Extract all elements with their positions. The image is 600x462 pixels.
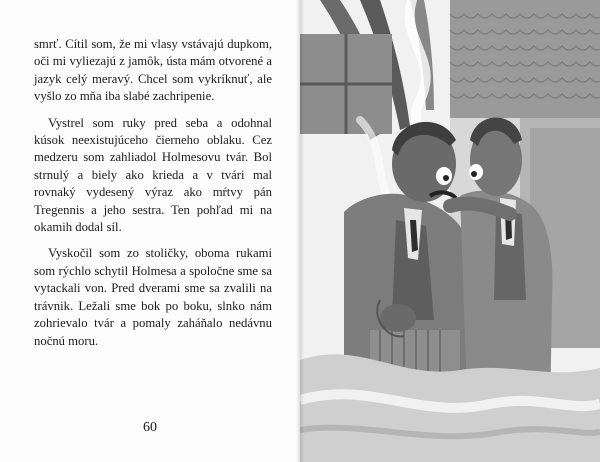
right-page bbox=[300, 0, 600, 462]
body-text bbox=[34, 36, 272, 359]
paragraph-1: smrť. Cítil som, že mi vlasy vstávajú dupkom, oči mi vyliezajú z jamôk, ústa mám otvorené a jazyk celý meravý. Chcel som vykríknuť, ale vyšlo zo mňa iba slabé zachripenie. bbox=[34, 37, 272, 104]
paragraph-3: Vyskočil som zo stoličky, oboma rukami som rýchlo schytil Holmesa a spoločne sme sa vytackali von. Pred dverami sme sa zvalili na trávnik. Ležali sme bok po boku, slnko nám zohrievalo tvár a pomaly zaháňalo nedávnu nočnú moru. bbox=[34, 246, 272, 348]
illustration-two-men bbox=[300, 0, 600, 462]
page-number: 60 bbox=[143, 420, 157, 435]
paragraph-2: Vystrel som ruky pred seba a odohnal kúsok neexistujúceho čierneho oblaku. Cez medzeru som zahliadol Holmesovu tvár. Bol strnulý a biely ako krieda a v tvári mal rovnaký vydesený výraz ako mŕtvy pán Tregennis a jeho sestra. Ten pohľad mi na okamih dodal síl. bbox=[34, 115, 272, 235]
